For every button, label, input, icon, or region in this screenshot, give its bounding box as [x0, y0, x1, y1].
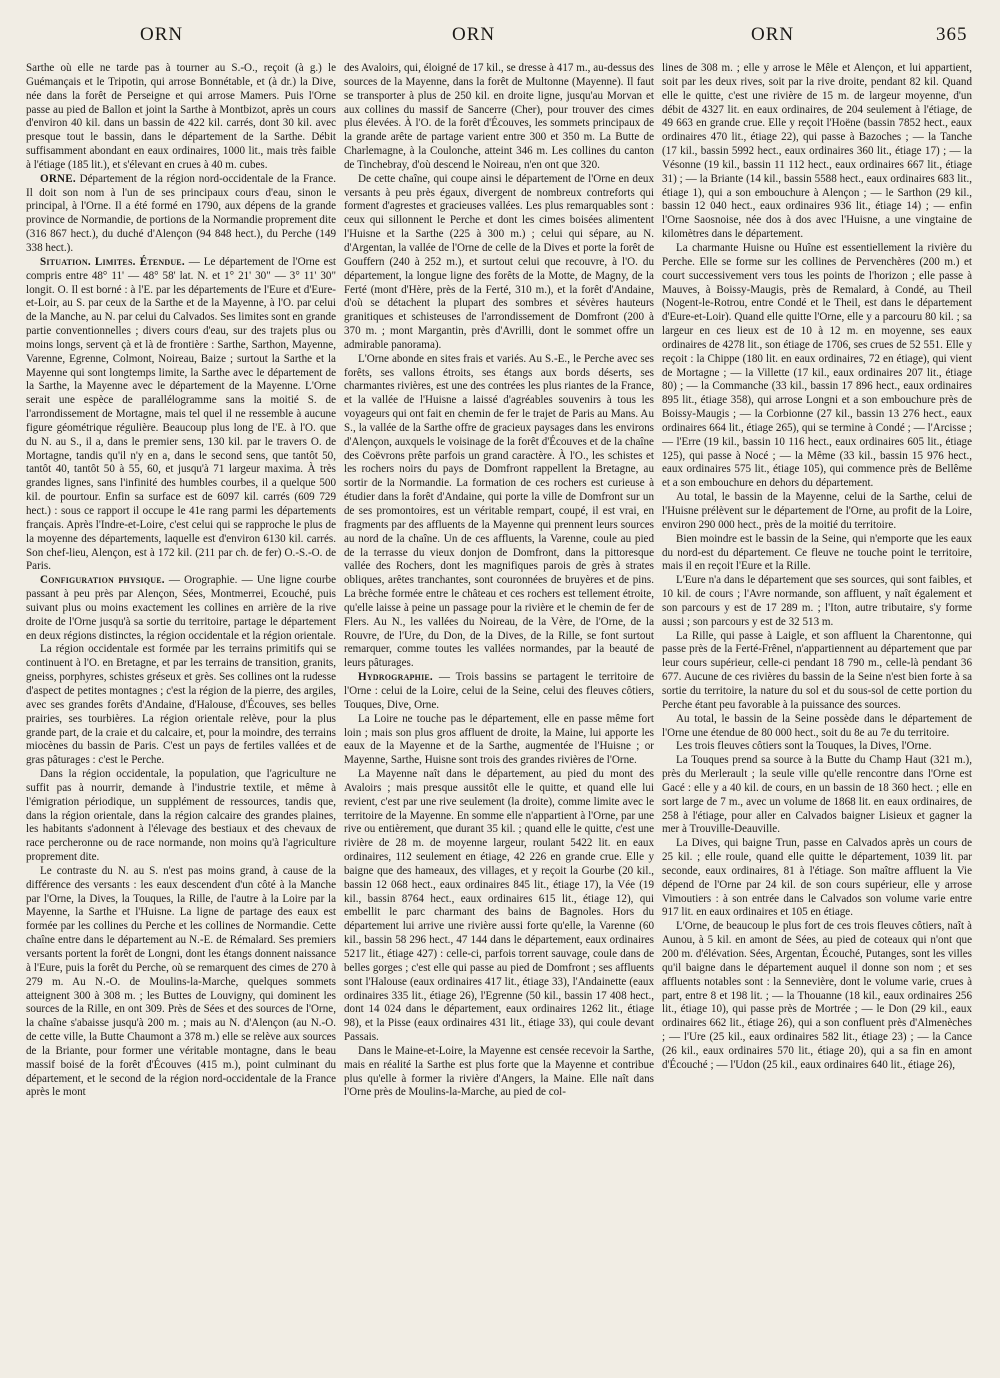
- paragraph-text: — Le département de l'Orne est compris entre 48° 11' — 48° 58' lat. N. et 1° 21' 30" — 3° 11' 30" longit. O. Il est borné : à l'E. par les départements de l'Eure et d'Eure-et-Loir, au S. par ceux de la Sarthe et de la Mayenne, à l'O. par celui de la Manche, au N. par celui du Calvados. Ses limites sont en grande partie conventionnelles ; divers cours d'eau, sur des trajets plus ou moins longs, servent çà et là de frontière : Sarthe, Sarthon, Mayenne, Varenne, Egrenne, Colmont, Noireau, Baize ; surtout la Sarthe et la Mayenne qui sont longtemps limite, la Sarthe avec le département de la Sarthe, la Mayenne avec le département de la Mayenne. L'Orne serait une espèce de parallélogramme sans la moitié S. de l'arrondissement de Mortagne, mais tel quel il ne ressemble à aucune figure géométrique régulière. Beaucoup plus long de l'E. à l'O. que du N. au S., il a, dans le premier sens, 130 kil. par le travers O. de Mortagne, tandis qu'il n'y en a, dans le second sens, que tantôt 50, tantôt 40, tantôt 50 à 55, 60, et jusqu'à 71 largeur maxima. À très grandes lignes, sans l'infinité des humbles courbes, il a quelque 500 kil. de pourtour. Enfin sa surface est de 6097 kil. carrés (609 729 hect.) : sous ce rapport il occupe le 41e rang parmi les départements français. Après l'Indre-et-Loire, c'est celui qui se rapproche le plus de la moyenne des départements, laquelle est d'environ 6130 kil. carrés. Son chef-lieu, Alençon, est à 172 kil. (211 par ch. de fer) O.-S.-O. de Paris.: [26, 255, 336, 573]
- paragraph-text: Dans le Maine-et-Loire, la Mayenne est censée recevoir la Sarthe, mais en réalité la Sarthe est plus forte que la Mayenne et contribue plus qu'elle à former la rivière d'Angers, la Maine. Elle naît dans l'Orne près de Moulins-la-Marche, au pied de col-: [344, 1044, 654, 1099]
- paragraph: [344, 713, 654, 768]
- paragraph-text: La charmante Huisne ou Huîne est essentiellement la rivière du Perche. Elle se forme sur les collines de Pervenchères (200 m.) et court successivement vers tous les points de l'horizon ; elle passe à Mauves, à Boissy-Maugis, près de Remalard, à Condé, au Theil (Nogent-le-Rotrou, entre Condé et le Theil, est dans le département d'Eure-et-Loir). Quand elle quitte l'Orne, elle y a parcouru 80 kil. ; sa largeur en ces lieux est de 10 à 12 m. en moyenne, ses eaux ordinaires de 4278 lit., son étiage de 1706, ses crues de 52 551. Elle y reçoit : la Chippe (180 lit. en eaux ordinaires, 72 en étiage), qui vient de Mortagne ; — la Villette (17 kil., eaux ordinaires 207 lit., étiage 80) ; — la Commanche (33 kil., bassin 17 896 hect., eaux ordinaires 895 lit., étiage 358), qui arrose Longni et a son embouchure près de Boissy-Maugis ; — la Corbionne (27 kil., bassin 13 276 hect., eaux ordinaires 664 lit., étiage 265), qui se termine à Condé ; — l'Arcisse ; — l'Erre (19 kil., bassin 10 116 hect., eaux ordinaires 605 lit., étiage 125), qui passe à Nocé ; — la Même (33 kil., bassin 15 976 hect., eaux ordinaires 575 lit., étiage 105), qui commence près de Bellême et a son embouchure en dehors du département.: [662, 241, 972, 490]
- paragraph-text: des Avaloirs, qui, éloigné de 17 kil., se dresse à 417 m., au-dessus des sources de la Mayenne, dans la forêt de Multonne (Mayenne). Il faut se transporter à plus de 250 kil. en droite ligne, jusqu'au Morvan et aux collines du massif de Sancerre (Cher), pour trouver des cimes plus élevées. À l'O. de la forêt d'Écouves, les sommets principaux de la grande arête de partage varient entre 300 et 350 m. La Butte de Charlemagne, à la Coulonche, atteint 346 m. Les collines du canton de Tinchebray, d'où descend le Noireau, n'en ont que 320.: [344, 62, 654, 171]
- paragraph-text: L'Eure n'a dans le département que ses sources, qui sont faibles, et 10 kil. de cours ; l'Avre normande, son affluent, y naît également et son parcours y est de 17 289 m. ; l'Iton, autre tributaire, s'y forme aussi ; son parcours y est de 32 513 m.: [662, 574, 972, 628]
- paragraph: [26, 865, 336, 1100]
- paragraph-text: — Orographie. — Une ligne courbe passant à peu près par Alençon, Sées, Montmerrei, Ecouché, puis suivant plus ou moins exactement les collines en arrière de la rive droite de l'Orne jusqu'à sa sortie du territoire, partage le département en deux régions distinctes, la région occidentale et la région orientale.: [26, 574, 336, 642]
- paragraph: [662, 242, 972, 491]
- paragraph-text: Dans la région occidentale, la population, que l'agriculture ne suffit pas à nourrir, demande à l'industrie textile, et même à l'émigration périodique, un supplément de ressources, tandis que, dans la région orientale, dans la région calcaire des grandes plaines, les habitants s'adonnent à l'élevage des bestiaux et des chevaux de race percheronne ou de race normande, non moins qu'à l'agriculture proprement dite.: [26, 768, 336, 864]
- text-column-2: [344, 62, 654, 1362]
- paragraph: [344, 353, 654, 671]
- paragraph: [662, 920, 972, 1072]
- paragraph-text: L'Orne, de beaucoup le plus fort de ces trois fleuves côtiers, naît à Aunou, à 5 kil. en amont de Sées, au pied de coteaux qui n'ont que 200 m. d'élévation. Sées, Argentan, Écouché, Putanges, sont les villes qu'il baigne dans le département auquel il donne son nom ; et ses affluents notables sont : la Sennevière, dont le volume varie, crues à part, entre 8 et 198 lit. ; — la Thouanne (18 kil., eaux ordinaires 256 lit., étiage 10), qui passe près de Mortrée ; — le Don (29 kil., eaux ordinaires 662 lit., étiage 26), qui a son confluent près d'Almenèches ; — l'Ure (25 kil., eaux ordinaires 582 lit., étiage 23) ; — la Cance (26 kil., eaux ordinaires 570 lit., étiage 20), qui a sa fin en amont d'Écouché ; — l'Udon (25 kil., eaux ordinaires 640 lit., étiage 26),: [662, 920, 972, 1071]
- paragraph: [344, 671, 654, 713]
- paragraph: [662, 574, 972, 629]
- paragraph-text: Département de la région nord-occidentale de la France. Il doit son nom à l'un de ses principaux cours d'eau, sinon le principal, à l'Orne. Il a été formé en 1790, aux dépens de la grande province de Normandie, de portions de la Normandie proprement dite (316 867 hect.), du duché d'Alençon (94 848 hect.), du Perche (149 338 hect.).: [26, 172, 336, 254]
- entry-heading: ORNE.: [40, 172, 76, 185]
- paragraph-text: La Loire ne touche pas le département, elle en passe même fort loin ; mais son plus gros affluent de droite, la Maine, lui apporte les eaux de la Mayenne et de la Sarthe, augmentée de l'Huisne ; or Mayenne, Sarthe, Huisne sont trois des grandes rivières de l'Orne.: [344, 712, 654, 767]
- paragraph: [26, 768, 336, 865]
- paragraph-text: De cette chaîne, qui coupe ainsi le département de l'Orne en deux versants à peu près égaux, divergent de nombreux contreforts qui forment d'agrestes et gracieuses vallées. Les plus remarquables sont : ceux qui sillonnent le Perche et dont les cimes boisées alimentent l'Huisne et la Sarthe (225 à 300 m.) ; celui qui sépare, au N. d'Argentan, la vallée de l'Orne de celle de la Dives et porte la forêt de Gouffern (240 à 252 m.), et surtout celui que recouvre, à l'O. du département, la longue ligne des forêts de la Motte, de Magny, de la Ferté (mont d'Hère, près de la Ferté, 310 m.), et la forêt d'Andaine, d'où se détachent la plupart des sombres et sévères hauteurs granitiques et schisteuses de l'arrondissement de Domfront (200 à 370 m. ; mont Margantin, près d'Avrilli, dont le sommet offre un admirable panorama).: [344, 172, 654, 351]
- paragraph: [662, 837, 972, 920]
- paragraph: [662, 754, 972, 837]
- text-column-3: [662, 62, 972, 1362]
- paragraph: [26, 256, 336, 574]
- paragraph: [26, 62, 336, 173]
- paragraph-text: Sarthe où elle ne tarde pas à tourner au S.-O., reçoit (à g.) le Guémançais et le Tripotin, qui arrose Bonnétable, et (à dr.) la Dive, née dans la forêt de Perseigne et qui arrose Mamers. Puis l'Orne passe au pied de Ballon et joint la Sarthe à Montbizot, après un cours d'environ 40 kil. dans un bassin de 422 kil. carrés, dont 30 kil. avec presque tout le bassin, dans le département de la Sarthe. Débit suffisamment abondant en eaux ordinaires, 1000 lit., mais très faible à l'étiage (185 lit.), et s'élevant en crues à 40 m. cubes.: [26, 62, 336, 171]
- paragraph: [662, 630, 972, 713]
- paragraph: [26, 643, 336, 768]
- paragraph: [26, 574, 336, 643]
- paragraph-text: La Mayenne naît dans le département, au pied du mont des Avaloirs ; mais presque aussitôt elle le quitte, et quand elle lui revient, c'est par une rive seulement (la droite), comme limite avec le territoire de la Mayenne. En somme elle n'appartient à l'Orne, par une rive ou entièrement, que durant 35 kil. ; quand elle le quitte, c'est une rivière de 28 m. de moyenne largeur, roulant 5422 lit. en eaux ordinaires, 112 seulement en étiage, 42 226 en grande crue. Elle y baigne que des hameaux, des villages, et y reçoit la Gourbe (20 kil., bassin 12 068 hect., eaux ordinaires 845 lit., étiage 17), la Vée (19 kil., bassin 8764 hect., eaux ordinaires 615 lit., étiage 12), qui embellit le parc charmant des bains de Bagnoles. Hors du département lui arrive une rivière aussi forte qu'elle, la Varenne (60 kil., bassin 58 296 hect., 47 144 dans le département, eaux ordinaires 5217 lit., étiage 427) : celle-ci, parfois torrent sauvage, coule dans de belles gorges ; c'est elle qui passe au pied de Domfront ; ses affluents sont l'Halouse (eaux ordinaires 417 lit., étiage 33), l'Andainette (eaux ordinaires 335 lit., étiage 26), l'Egrenne (50 kil., bassin 17 408 hect., dont 14 024 dans le département, eaux ordinaires 1262 lit., étiage 98), et la Pisse (eaux ordinaires 431 lit., étiage 33), qui coule devant Passais.: [344, 768, 654, 1044]
- paragraph: [662, 533, 972, 575]
- paragraph-text: La région occidentale est formée par les terrains primitifs qui se continuent à l'O. en Bretagne, et par les terrains de transition, granits, gneiss, porphyres, schistes gréseux et grès. Ses collines ont la rudesse d'aspect de petites montagnes ; c'est la région de la pierre, des argiles, avec ses grandes forêts d'Andaine, d'Halouse, d'Écouves, ses belles prairies, ses tourbières. La région orientale relève, pour la plus grande part, de la craie et du calcaire, et, pour la moindre, des terrains miocènes du bassin de Paris. C'est un pays de fertiles vallées et de gras pâturages : c'est le Perche.: [26, 643, 336, 767]
- paragraph-text: La Touques prend sa source à la Butte du Champ Haut (321 m.), près du Merlerault ; la seule ville qu'elle rencontre dans l'Orne est Gacé : elle y a 40 kil. de cours, en un bassin de 18 360 hect. ; elle en sort large de 7 m., avec un volume de 1868 lit. en eaux ordinaires, de 258 à l'étiage, pour aller en Calvados baigner Lisieux et gagner la mer à Trouville-Deauville.: [662, 754, 972, 836]
- running-head: [0, 24, 1000, 54]
- paragraph: [662, 62, 972, 242]
- text-columns: [26, 62, 980, 1362]
- paragraph-text: Au total, le bassin de la Mayenne, celui de la Sarthe, celui de l'Huisne prélèvent sur le département de l'Orne, au profit de la Loire, environ 290 000 hect., près de la moitié du territoire.: [662, 491, 972, 531]
- running-head-right: ORN: [751, 24, 795, 45]
- paragraph-text: lines de 308 m. ; elle y arrose le Mêle et Alençon, et lui appartient, soit par les deux rives, soit par la rive droite, pendant 82 kil. Quand elle le quitte, c'est une rivière de 15 m. de largeur moyenne, d'un débit de 4327 lit. en eaux ordinaires, de 204 seulement à l'étiage, de 49 663 en grande crue. Elle y reçoit l'Hoëne (bassin 7852 hect., eaux ordinaires 470 lit., étiage 22), qui passe à Bazoches ; — la Tanche (17 kil., bassin 5992 hect., eaux ordinaires 360 lit., étiage 17) ; — la Vésonne (19 kil., bassin 11 112 hect., eaux ordinaires 667 lit., étiage 31) ; — la Briante (14 kil., bassin 5588 hect., eaux ordinaires 683 lit., étiage 1), qui a son embouchure à Alençon ; — le Sarthon (29 kil., bassin 12 040 hect., eaux ordinaires 936 lit., étiage 14) ; — enfin l'Orne Saosnoise, née dos à dos avec l'Huisne, a une vingtaine de kilomètres dans le département.: [662, 62, 972, 241]
- paragraph: [344, 768, 654, 1045]
- paragraph-text: Les trois fleuves côtiers sont la Touques, la Dives, l'Orne.: [676, 740, 932, 753]
- paragraph-text: Au total, le bassin de la Seine possède dans le département de l'Orne une étendue de 80 000 hect., soit du 8e au 7e du territoire.: [662, 712, 972, 739]
- paragraph: [344, 1045, 654, 1100]
- running-head-center: ORN: [452, 24, 496, 45]
- entry-heading: Configuration physique.: [40, 574, 165, 587]
- entry-heading: Situation. Limites. Étendue.: [40, 255, 185, 268]
- paragraph: [26, 173, 336, 256]
- entry-heading: Hydrographie.: [358, 671, 433, 684]
- text-column-1: [26, 62, 336, 1362]
- paragraph-text: Bien moindre est le bassin de la Seine, qui n'emporte que les eaux du nord-est du département. Ce fleuve ne touche point le territoire, mais il en reçoit l'Eure et la Rille.: [662, 532, 972, 573]
- paragraph: [662, 491, 972, 533]
- paragraph: [344, 62, 654, 173]
- paragraph-text: La Rille, qui passe à Laigle, et son affluent la Charentonne, qui passe près de la Ferté-Frênel, n'appartiennent au département que par leur cours supérieur, celle-ci pendant 18 790 m., celle-là pendant 36 677. Aucune de ces rivières du bassin de la Seine n'est bien forte à sa sortie du territoire, la nature du sol et du sous-sol de cette portion du Perche étant peu favorable à la puissance des sources.: [662, 629, 972, 711]
- paragraph: [662, 740, 972, 754]
- paragraph: [662, 713, 972, 741]
- paragraph-text: Le contraste du N. au S. n'est pas moins grand, à cause de la différence des versants : les eaux descendent d'un côté à la Manche par l'Orne, la Dives, la Touques, la Rille, de l'autre à la Loire par la Mayenne, la Sarthe et l'Huisne. La ligne de partage des eaux est formée par les collines du Perche et les collines de Normandie. Cette chaîne entre dans le département au N.-E. de Rémalard. Ses premiers versants portent la forêt de Longni, dont les étangs donnent naissance à l'Eure, puis la forêt du Perche, où se remarquent des cimes de 270 à 279 m. Au N.-O. de Moulins-la-Marche, quelques sommets atteignent 300 à 308 m. ; les Buttes de Louvigny, qui dominent les sources de la Rille, en ont 309. Près de Sées et des sources de l'Orne, la chaîne s'abaisse jusqu'à 200 m. ; mais au N. d'Alençon (au N.-O. de cette ville, la Butte Chaumont a 378 m.) elle se relève aux sources de la Briante, pour former une véritable montagne, dans le beau massif boisé de la forêt d'Écouves (415 m.), point culminant du département, et le second de la région nord-occidentale de la France après le mont: [26, 864, 336, 1099]
- paragraph-text: La Dives, qui baigne Trun, passe en Calvados après un cours de 25 kil. ; elle roule, quand elle quitte le département, 1039 lit. par seconde, eaux ordinaires, 81 à l'étiage. Son maître affluent la Vie dépend de l'Orne par 24 kil. de son cours supérieur, elle y arrose Vimoutiers : à son entrée dans le Calvados son volume varie entre 917 lit. en eaux ordinaires et 105 en étiage.: [662, 837, 972, 919]
- page-number: 365: [936, 24, 968, 45]
- paragraph-text: — Trois bassins se partagent le territoire de l'Orne : celui de la Loire, celui de la Seine, celui des fleuves côtiers, Touques, Dive, Orne.: [344, 671, 654, 711]
- paragraph: [344, 173, 654, 353]
- running-head-left: ORN: [140, 24, 184, 45]
- paragraph-text: L'Orne abonde en sites frais et variés. Au S.-E., le Perche avec ses forêts, ses vallons étroits, ses étangs aux bords déserts, ses charmantes rivières, est une des contrées les plus riantes de la France, et la vallée de l'Huisne a laissé d'agréables souvenirs à tous les voyageurs qui ont fait en chemin de fer le trajet de Paris au Mans. Au S., la vallée de la Sarthe offre de gracieux paysages dans les environs d'Alençon, auxquels le voisinage de la forêt d'Écouves et de la chaîne des Coëvrons prête parfois un grand caractère. À l'O., les schistes et les rochers noirs du pays de Domfront rappellent la Bretagne, au sortir de la Normandie. La formation de ces rochers est curieuse à étudier dans la forêt d'Andaine, qui porte la ville de Domfront sur un de ses promontoires, est un véritable rempart, coupé, il est vrai, en fragments par des affluents de la Mayenne qui prennent leurs sources au nord de la chaîne. Un de ces affluents, la Varenne, coule au pied de la terrasse du vieux donjon de Domfront, dans la pittoresque vallée des Rochers, dont les magnifiques parois de grès à strates obliques, arêtes tranchantes, sont couronnées de bruyères et de pins. La brèche formée entre le château et ces rochers est tellement étroite, qu'elle laisse à peine un passage pour la rivière et le chemin de fer de Flers. Au N., les vallées du Noireau, de la Vère, de l'Orne, de la Rouvre, de l'Ure, du Don, de la Dives, de la Rille, se font surtout remarquer, comme toutes les vallées normandes, par la beauté de leurs pâturages.: [344, 352, 654, 670]
